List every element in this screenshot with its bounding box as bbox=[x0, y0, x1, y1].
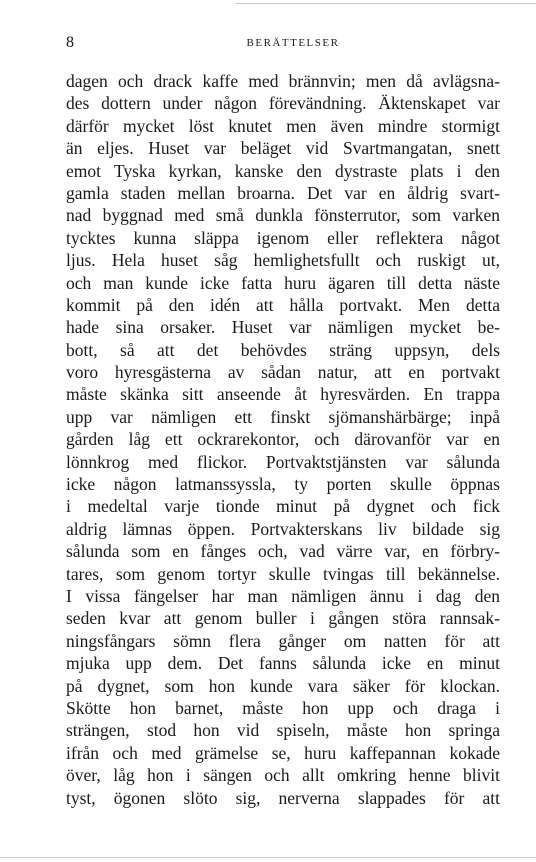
text-line: i medeltal varje tionde minut på dygnet och fick bbox=[66, 496, 500, 517]
text-line: lönnkrog med flickor. Portvaktstjänsten var sålunda bbox=[66, 451, 500, 472]
text-line: ningsfångars sömn flera gånger om natten för att bbox=[66, 630, 500, 651]
text-line: sålunda som en fånges och, vad värre var, en förbry- bbox=[66, 541, 500, 562]
text-line: därför mycket löst knutet men även mindre stormigt bbox=[66, 115, 500, 136]
text-line: kommit på den idén att hålla portvakt. Men detta bbox=[66, 294, 500, 315]
text-line: des dottern under någon förevändning. Äktenskapet var bbox=[66, 93, 500, 114]
text-line: ljus. Hela huset såg hemlighetsfullt och ruskigt ut, bbox=[66, 250, 500, 271]
text-line: Skötte hon barnet, måste hon upp och draga i bbox=[66, 697, 500, 718]
text-line: dagen och drack kaffe med brännvin; men då avlägsna- bbox=[66, 71, 500, 91]
text-line: tycktes kunna släppa igenom eller reflektera något bbox=[66, 227, 500, 248]
text-line: aldrig lämnas öppen. Portvakterskans liv bildade sig bbox=[66, 518, 500, 539]
text-line: hade sina orsaker. Huset var nämligen mycket be- bbox=[66, 317, 500, 338]
text-line: icke någon latmanssyssla, ty porten skulle öppnas bbox=[66, 474, 500, 495]
body-text bbox=[66, 70, 500, 809]
text-line: tyst, ögonen slöto sig, nerverna slappades för att bbox=[66, 787, 500, 808]
text-line: ifrån och med grämelse se, huru kaffepannan kokade bbox=[66, 742, 500, 763]
running-head: BERÄTTELSER bbox=[246, 37, 340, 49]
text-line: på dygnet, som hon kunde vara säker för klockan. bbox=[66, 675, 500, 696]
text-line: måste skänka sitt anseende åt hyresvärden. En trappa bbox=[66, 384, 500, 405]
text-line: över, låg hon i sängen och allt omkring henne blivit bbox=[66, 765, 500, 786]
page-header bbox=[66, 34, 500, 56]
text-line: och man kunde icke fatta huru ägaren till detta näste bbox=[66, 272, 500, 293]
top-edge-rule bbox=[236, 3, 536, 4]
text-line: strängen, stod hon vid spiseln, måste hon springa bbox=[66, 720, 500, 741]
text-line: seden kvar att genom buller i gången störa rannsak- bbox=[66, 608, 500, 629]
text-line: I vissa fängelser har man nämligen ännu i dag den bbox=[66, 585, 500, 606]
text-line: bott, så att det behövdes sträng uppsyn, dels bbox=[66, 339, 500, 360]
text-line: voro hyresgästerna av sådan natur, att en portvakt bbox=[66, 362, 500, 383]
text-line: tares, som genom tortyr skulle tvingas till bekännelse. bbox=[66, 563, 500, 584]
text-line: än eljes. Huset var beläget vid Svartmangatan, snett bbox=[66, 138, 500, 159]
text-line: gamla staden mellan broarna. Det var en åldrig svart- bbox=[66, 182, 500, 203]
text-line: upp var nämligen ett finskt sjömanshärbärge; inpå bbox=[66, 406, 500, 427]
text-line: gården låg ett ockrarekontor, och därovanför var en bbox=[66, 429, 500, 450]
page-number: 8 bbox=[66, 34, 75, 51]
bottom-edge-rule bbox=[0, 857, 536, 858]
text-line: nad byggnad med små dunkla fönsterrutor, som varken bbox=[66, 205, 500, 226]
text-line: mjuka upp dem. Det fanns sålunda icke en minut bbox=[66, 653, 500, 674]
text-line: emot Tyska kyrkan, kanske den dystraste plats i den bbox=[66, 160, 500, 181]
